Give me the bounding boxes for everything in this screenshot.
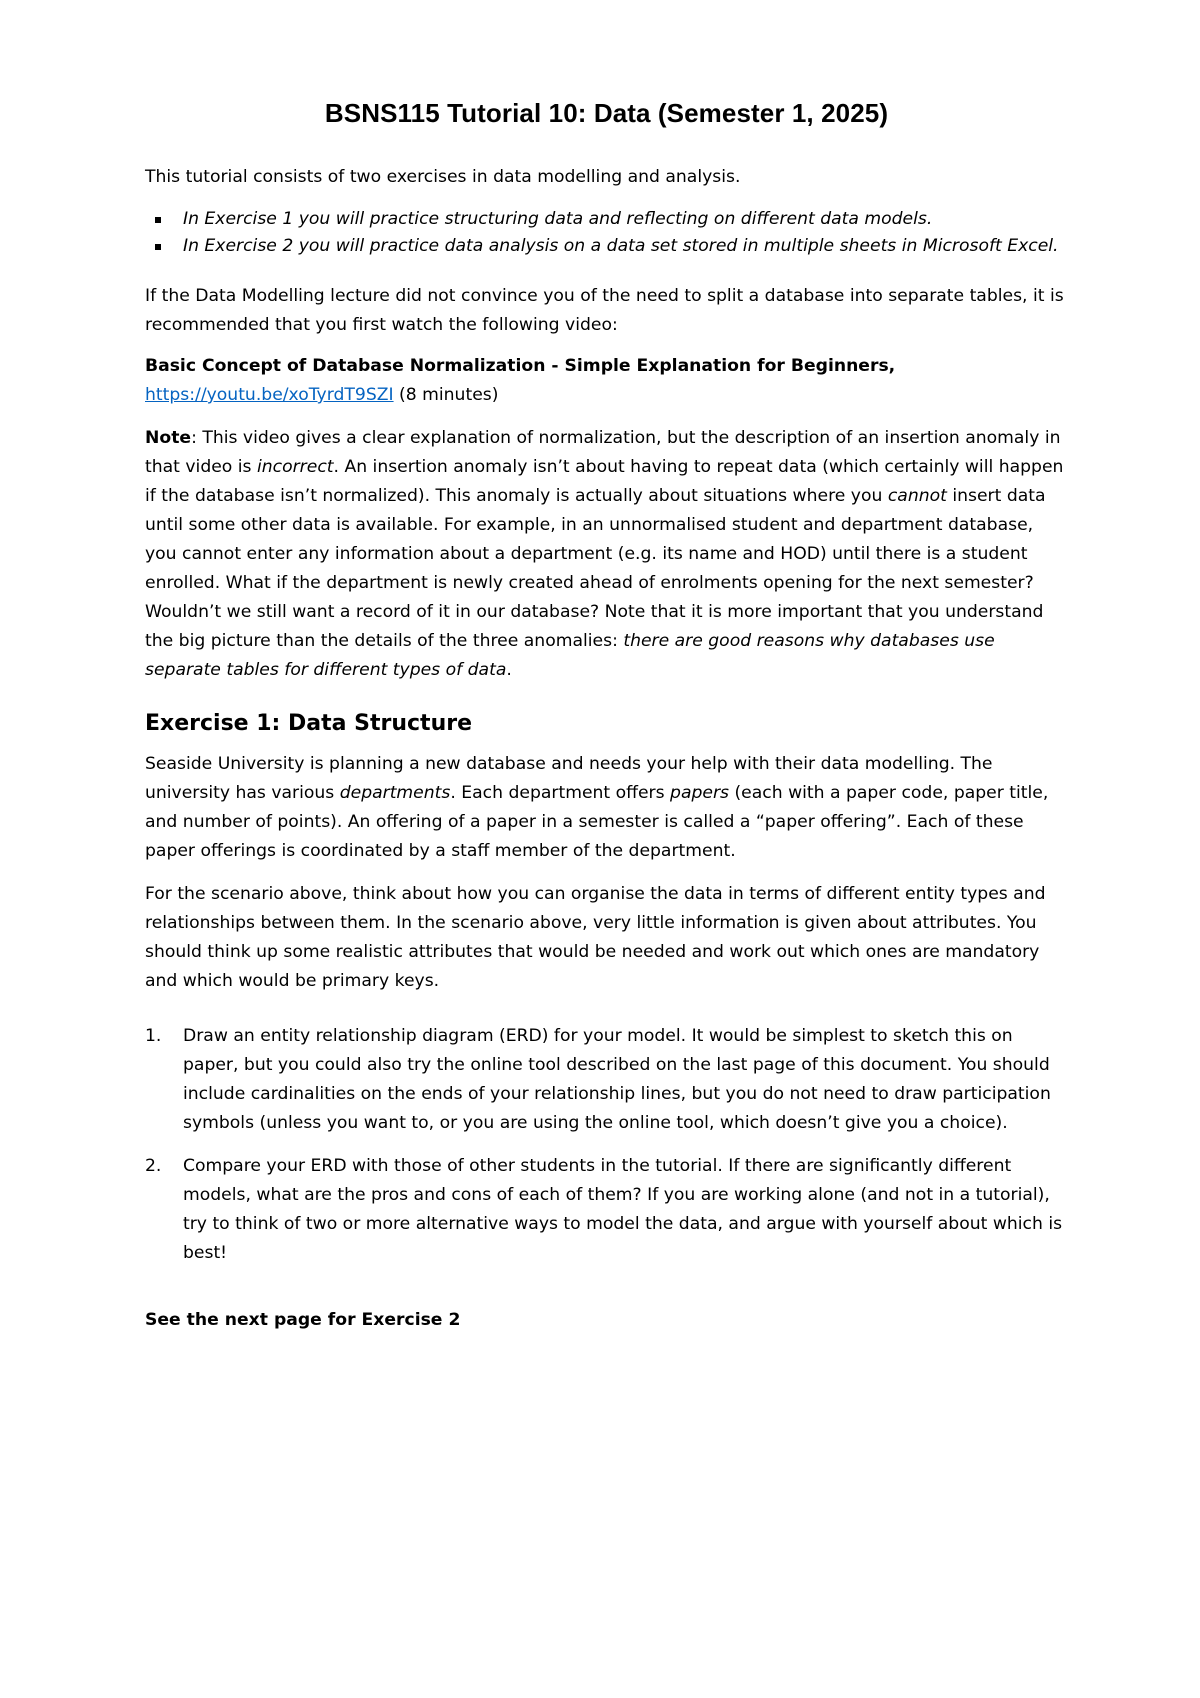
instructions-paragraph: For the scenario above, think about how you can organise the data in terms of different entity types and relationships between them. In the scenario above, very little information is given about attributes. You should think up some realistic attributes that would be needed and work out which ones are mandatory and which would be primary keys.: [145, 884, 1046, 991]
note-label: Note: [145, 428, 192, 448]
document-title: BSNS115 Tutorial 10: Data (Semester 1, 2025): [324, 98, 889, 128]
video-duration: (8 minutes): [399, 385, 499, 405]
exercise1-heading: Exercise 1: Data Structure: [145, 711, 473, 736]
video-title: Basic Concept of Database Normalization - Simple Explanation for Beginners,: [145, 356, 896, 376]
video-reference: [145, 352, 1068, 410]
scenario-paragraph: Seaside University is planning a new database and needs your help with their data modelling. The university has various departments. Each department offers papers (each with a paper code, paper title, and number of points). An offering of a paper in a semester is called a “paper offering”. Each of these paper offerings is coordinated by a staff member of the department.: [145, 754, 1049, 861]
square-bullet-icon: [155, 217, 161, 223]
video-link[interactable]: https://youtu.be/xoTyrdT9SZI: [145, 385, 394, 405]
next-page-note: See the next page for Exercise 2: [145, 1310, 461, 1330]
task-list: [145, 1022, 1068, 1268]
intro-paragraph: This tutorial consists of two exercises in data modelling and analysis.: [145, 167, 741, 187]
list-item: In Exercise 2 you will practice data analysis on a data set stored in multiple sheets in Microsoft Excel.: [145, 233, 1068, 260]
note-paragraph: Note: This video gives a clear explanation of normalization, but the description of an insertion anomaly in that video is incorrect. An insertion anomaly isn’t about having to repeat data (which certainly will happen if the database isn’t normalized). This anomaly is actually about situations where you cannot insert data until some other data is available. For example, in an unnormalised student and department database, you cannot enter any information about a department (e.g. its name and HOD) until there is a student enrolled. What if the department is newly created ahead of enrolments opening for the next semester? Wouldn’t we still want a record of it in our database? Note that it is more important that you understand the big picture than the details of the three anomalies: there are good reasons why databases use separate tables for different types of data.: [145, 428, 1064, 680]
task-item: 2. Compare your ERD with those of other students in the tutorial. If there are significantly different models, what are the pros and cons of each of them? If you are working alone (and not in a tutorial), try to think of two or more alternative ways to model the data, and argue with yourself about which is best!: [145, 1152, 1068, 1268]
list-item: In Exercise 1 you will practice structuring data and reflecting on different data models.: [145, 206, 1068, 233]
square-bullet-icon: [155, 244, 161, 250]
task-number: 2.: [145, 1156, 162, 1176]
exercise-overview-list: [145, 206, 1068, 260]
task-item: 1. Draw an entity relationship diagram (ERD) for your model. It would be simplest to sketch this on paper, but you could also try the online tool described on the last page of this document. You should include cardinalities on the ends of your relationship lines, but you do not need to draw participation symbols (unless you want to, or you are using the online tool, which doesn’t give you a choice).: [145, 1022, 1068, 1138]
task-number: 1.: [145, 1026, 162, 1046]
video-intro-paragraph: If the Data Modelling lecture did not convince you of the need to split a database into separate tables, it is recommended that you first watch the following video:: [145, 286, 1064, 335]
